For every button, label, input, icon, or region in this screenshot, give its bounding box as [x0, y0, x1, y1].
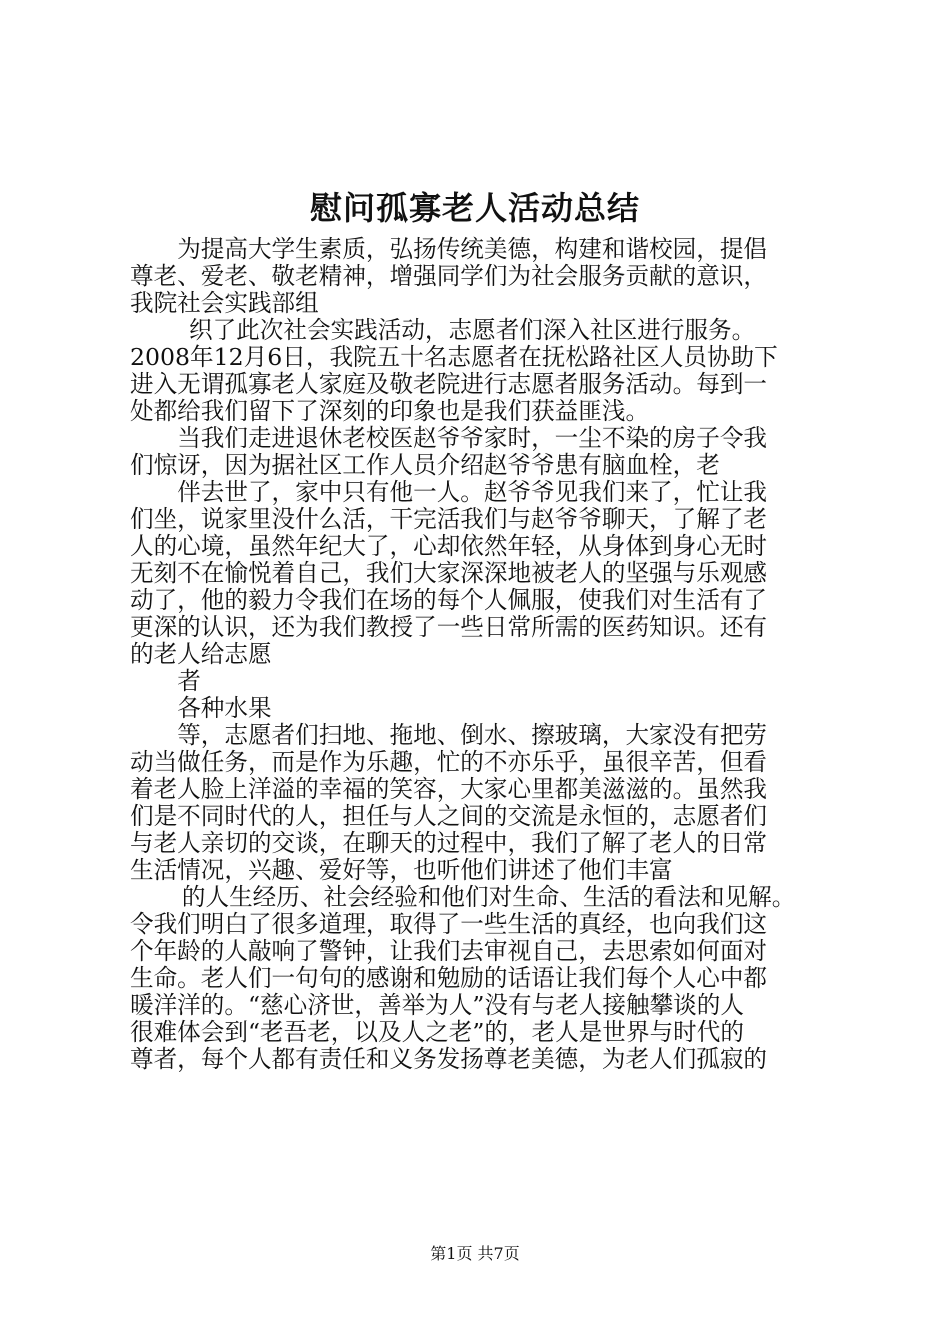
- text-line: 更深的认识，还为我们教授了一些日常所需的医药知识。还有: [130, 613, 768, 641]
- text-line: 人的心境，虽然年纪大了，心却依然年轻，从身体到身心无时: [130, 532, 768, 560]
- text-line: 织了此次社会实践活动，志愿者们深入社区进行服务。: [189, 316, 756, 344]
- text-line: 的老人给志愿: [130, 640, 272, 668]
- text-line: 们坐，说家里没什么活，干完活我们与赵爷爷聊天，了解了老: [130, 505, 768, 533]
- text-line: 我院社会实践部组: [130, 289, 319, 317]
- text-line: 处都给我们留下了深刻的印象也是我们获益匪浅。: [130, 397, 650, 425]
- text-line: 为提高大学生素质，弘扬传统美德，构建和谐校园，提倡: [177, 235, 768, 263]
- text-line: 各种水果: [177, 694, 272, 722]
- document-body: [130, 236, 830, 1073]
- text-line: 着老人脸上洋溢的幸福的笑容，大家心里都美滋滋的。虽然我: [130, 775, 768, 803]
- text-line: 们是不同时代的人，担任与人之间的交流是永恒的，志愿者们: [130, 802, 768, 830]
- text-line: 动了，他的毅力令我们在场的每个人佩服，使我们对生活有了: [130, 586, 768, 614]
- text-line: 当我们走进退休老校医赵爷爷家时，一尘不染的房子令我: [177, 424, 768, 452]
- text-line: 令我们明白了很多道理，取得了一些生活的真经，也向我们这: [130, 910, 768, 938]
- document-title: 慰问孤寡老人活动总结: [309, 189, 640, 227]
- text-line: 者: [177, 667, 201, 695]
- text-line: 暖洋洋的。“慈心济世，善举为人”没有与老人接触攀谈的人: [130, 991, 744, 1019]
- text-line: 与老人亲切的交谈，在聊天的过程中，我们了解了老人的日常: [130, 829, 768, 857]
- text-line: 动当做任务，而是作为乐趣，忙的不亦乐乎，虽很辛苦，但看: [130, 748, 768, 776]
- text-line: 尊者，每个人都有责任和义务发扬尊老美德，为老人们孤寂的: [130, 1045, 768, 1073]
- text-line: 们惊讶，因为据社区工作人员介绍赵爷爷患有脑血栓，老: [130, 451, 720, 479]
- text-line: 生活情况，兴趣、爱好等，也听他们讲述了他们丰富: [130, 856, 673, 884]
- text-line: 无刻不在愉悦着自己，我们大家深深地被老人的坚强与乐观感: [130, 559, 768, 587]
- text-line: 生命。老人们一句句的感谢和勉励的话语让我们每个人心中都: [130, 964, 768, 992]
- text-line: 进入无谓孤寡老人家庭及敬老院进行志愿者服务活动。每到一: [130, 370, 768, 398]
- text-line: 个年龄的人敲响了警钟，让我们去审视自己，去思索如何面对: [130, 937, 768, 965]
- text-line: 尊老、爱老、敬老精神，增强同学们为社会服务贡献的意识，: [130, 262, 768, 290]
- text-line: 伴去世了，家中只有他一人。赵爷爷见我们来了，忙让我: [177, 478, 768, 506]
- text-line: 等，志愿者们扫地、拖地、倒水、擦玻璃，大家没有把劳: [177, 721, 768, 749]
- text-line: 很难体会到“老吾老，以及人之老”的，老人是世界与时代的: [130, 1018, 744, 1046]
- text-line: 2008年12月6日，我院五十名志愿者在抚松路社区人员协助下: [130, 343, 778, 371]
- page-footer: 第1页 共7页: [430, 1244, 520, 1263]
- text-line: 的人生经历、社会经验和他们对生命、生活的看法和见解。: [181, 883, 796, 911]
